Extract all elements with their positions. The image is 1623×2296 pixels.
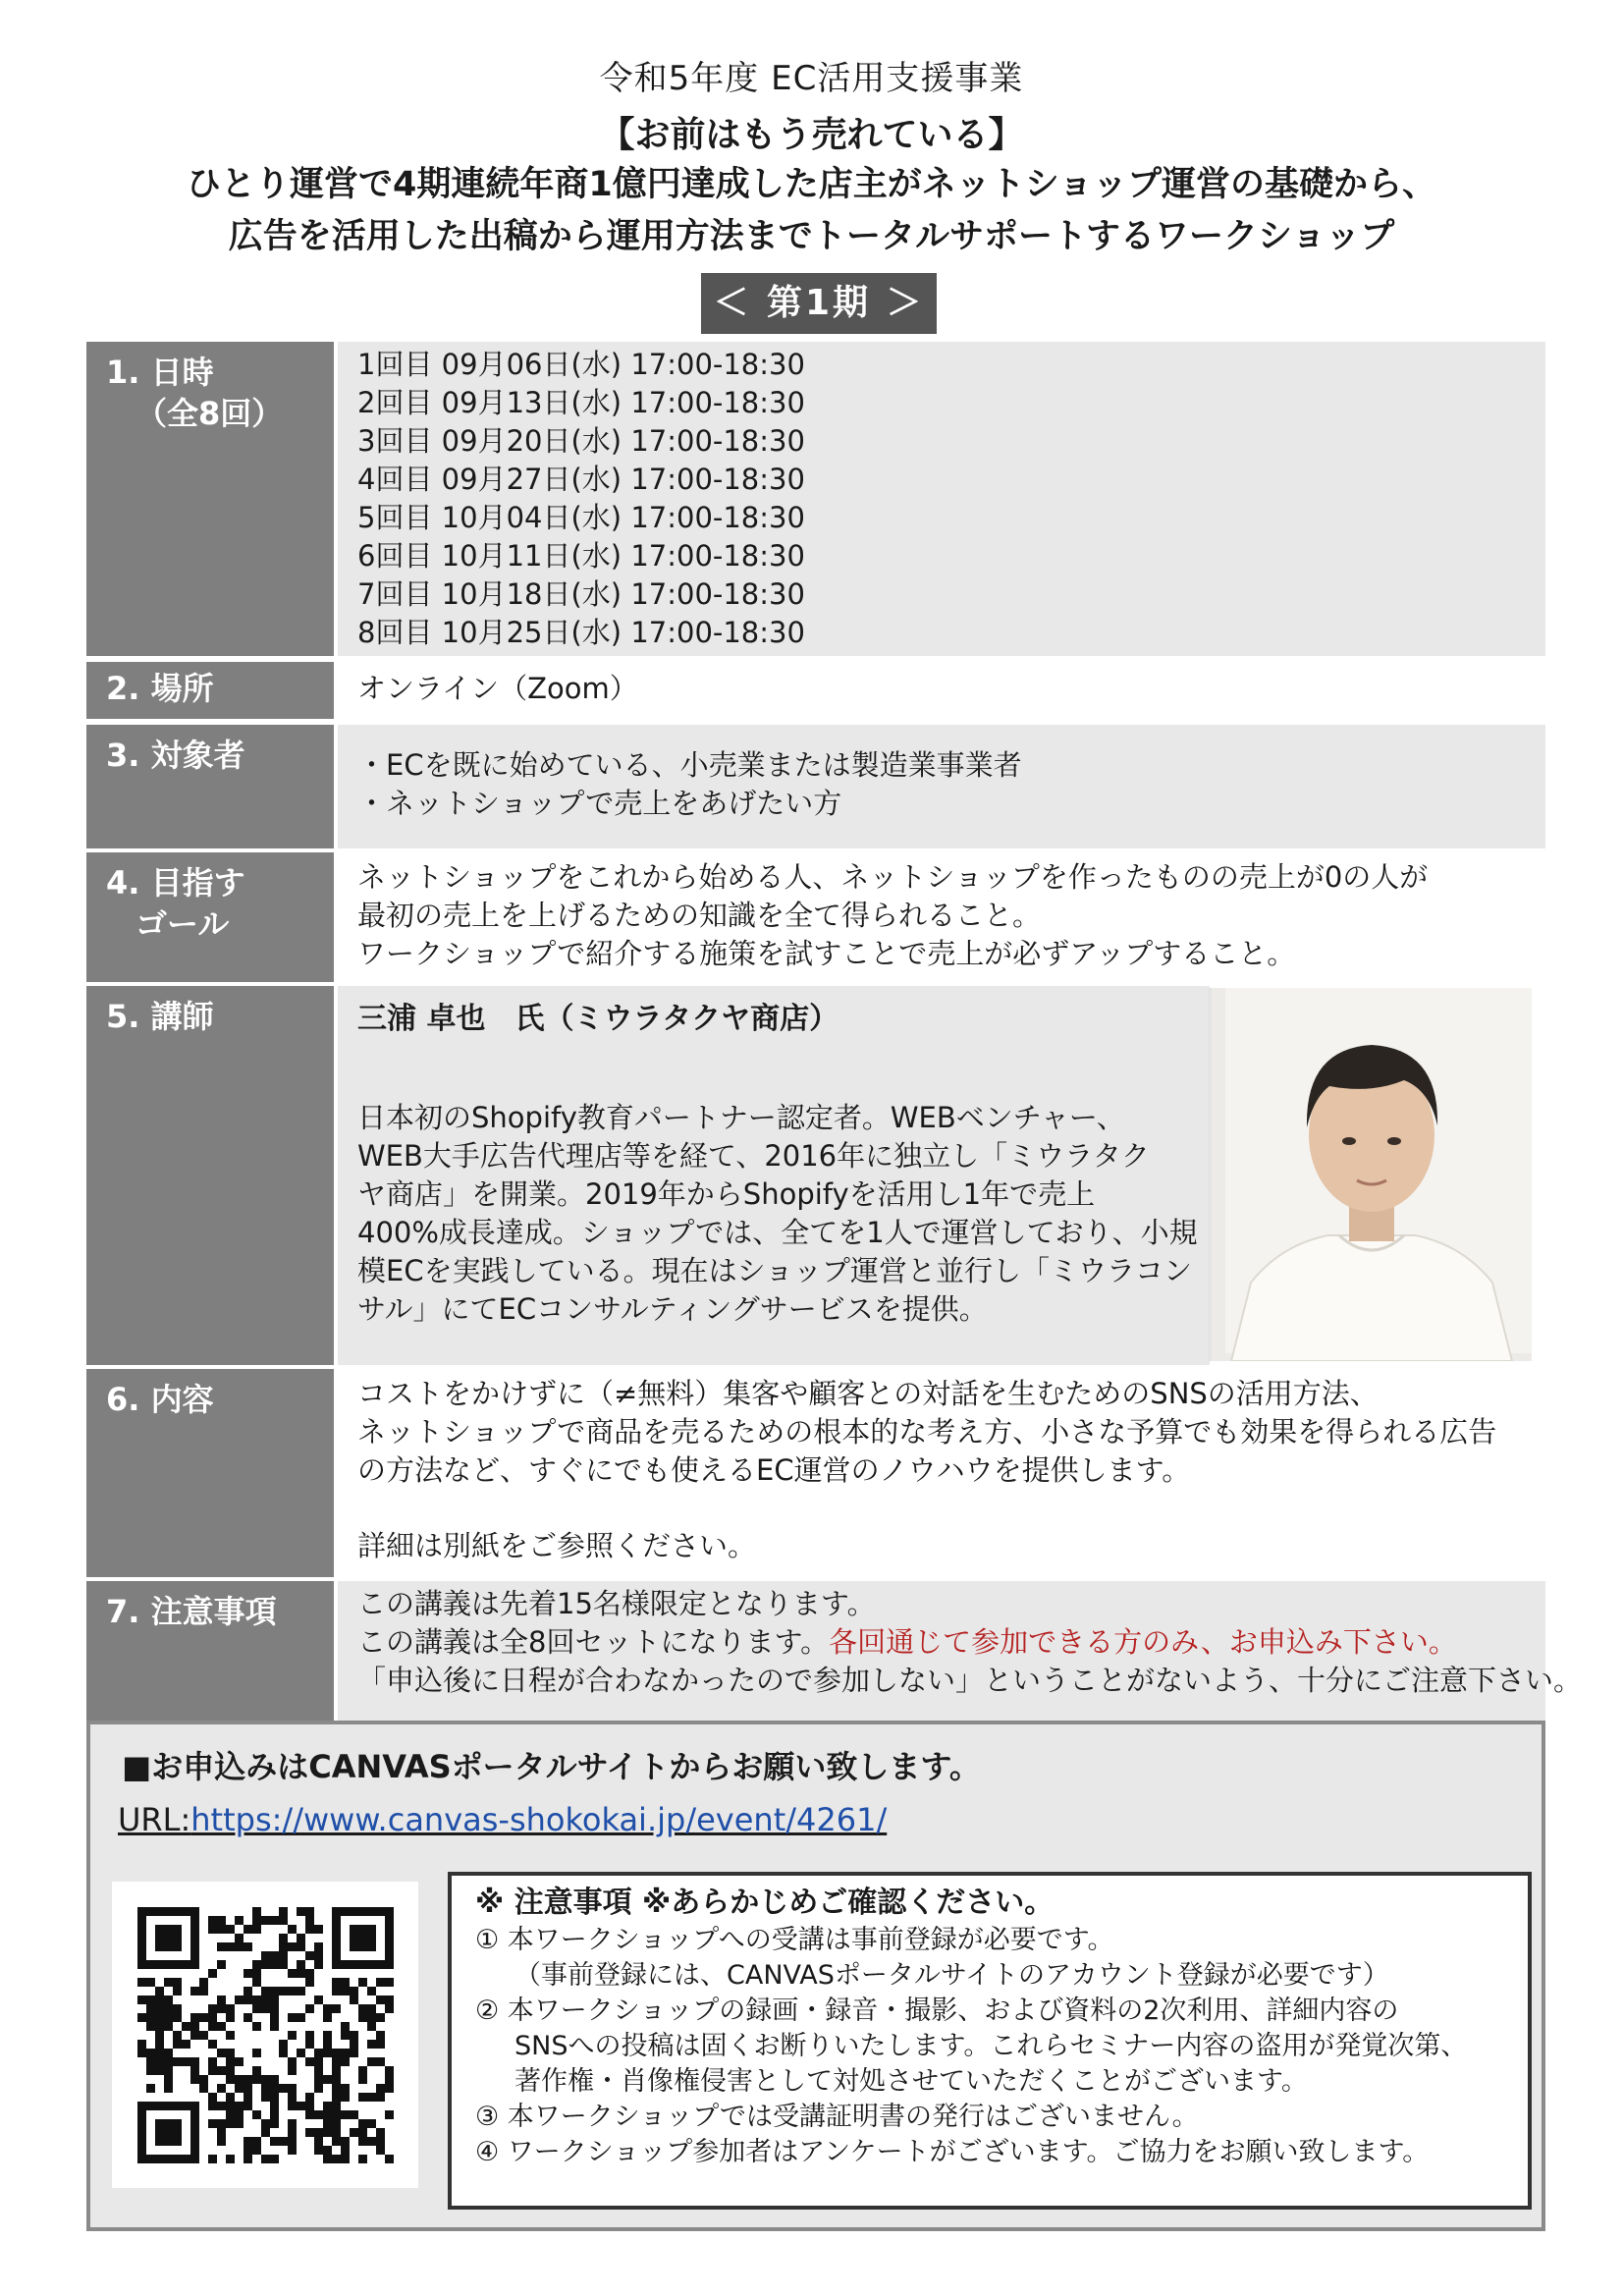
content-text — [338, 1369, 1545, 1577]
instructor-bio-line: WEB大手広告代理店等を経て、2016年に独立し「ミウラタク — [357, 1139, 1150, 1173]
target-label: 3. 対象者 — [86, 725, 334, 848]
application-url — [118, 1797, 887, 1842]
schedule-item: 2回目 09月13日(水) 17:00-18:30 — [357, 386, 805, 419]
schedule-list — [338, 342, 1545, 656]
instructor-bio-line: 日本初のShopify教育パートナー認定者。WEBベンチャー、 — [357, 1101, 1125, 1134]
instructor-name: 三浦 卓也 氏（ミウラタクヤ商店） — [357, 1002, 839, 1036]
notice-line: この講義は先着15名様限定となります。 — [357, 1587, 876, 1620]
notes-item: ④ ワークショップ参加者はアンケートがございます。ご協力をお願い致します。 — [475, 2137, 1430, 2167]
notes-box — [448, 1872, 1532, 2210]
notice-line: 「申込後に日程が合わなかったので参加しない」ということがないよう、十分にご注意下さい。 — [357, 1664, 1583, 1697]
content-row — [86, 1369, 1545, 1577]
notice-line — [357, 1623, 1545, 1662]
schedule-item: 3回目 09月20日(水) 17:00-18:30 — [357, 424, 805, 458]
schedule-label-sub: （全8回） — [135, 395, 284, 432]
goal-label — [86, 852, 334, 982]
schedule-label-text: 1. 日時 — [106, 354, 214, 391]
notice-text — [338, 1581, 1583, 1721]
notes-item: ② 本ワークショップの録画・録音・撮影、および資料の2次利用、詳細内容の — [475, 1995, 1399, 2026]
target-item: ・ECを既に始めている、小売業または製造業事業者 — [357, 748, 1022, 782]
notes-item: ① 本ワークショップへの受講は事前登録が必要です。 — [475, 1925, 1114, 1955]
goal-row — [86, 852, 1545, 982]
content-detail: 詳細は別紙をご参照ください。 — [357, 1529, 757, 1562]
notes-item: SNSへの投稿は固くお断りいたします。これらセミナー内容の盗用が発覚次第、 — [514, 2031, 1468, 2061]
application-title: ■お申込みはCANVASポータルサイトからお願い致します。 — [122, 1748, 981, 1785]
place-value: オンライン（Zoom） — [338, 662, 1545, 719]
notice-label: 7. 注意事項 — [86, 1581, 334, 1721]
place-row — [86, 662, 1545, 719]
schedule-item: 4回目 09月27日(水) 17:00-18:30 — [357, 463, 805, 496]
instructor-bio-line: 400%成長達成。ショップでは、全てを1人で運営しており、小規 — [357, 1216, 1198, 1249]
notes-item: 著作権・肖像権侵害として対処させていただくことがございます。 — [514, 2066, 1308, 2097]
target-item: ・ネットショップで売上をあげたい方 — [357, 787, 842, 820]
goal-label-text: 4. 目指す — [106, 864, 245, 902]
instructor-bio — [357, 1099, 1210, 1329]
schedule-item: 8回目 10月25日(水) 17:00-18:30 — [357, 616, 805, 649]
application-link[interactable]: https://www.canvas-shokokai.jp/event/4261/ — [190, 1801, 888, 1838]
notice-row — [86, 1581, 1583, 1721]
notes-item: （事前登録には、CANVASポータルサイトのアカウント登録が必要です） — [514, 1960, 1389, 1991]
goal-line: 最初の売上を上げるための知識を全て得られること。 — [357, 899, 1042, 932]
schedule-item: 6回目 10月11日(水) 17:00-18:30 — [357, 539, 805, 573]
notice-line-prefix: この講義は全8回セットになります。 — [357, 1625, 830, 1659]
goal-line: ネットショップをこれから始める人、ネットショップを作ったものの売上が0の人が — [357, 860, 1429, 894]
notice-warning: 各回通じて参加できる方のみ、お申込み下さい。 — [829, 1625, 1457, 1659]
instructor-portrait-image — [1212, 988, 1532, 1361]
url-label: URL: — [118, 1801, 191, 1838]
schedule-item: 1回目 09月06日(水) 17:00-18:30 — [357, 348, 805, 381]
document-header — [0, 57, 1623, 263]
instructor-photo — [1208, 988, 1536, 1361]
goal-label-sub: ゴール — [135, 905, 230, 943]
schedule-label — [86, 342, 334, 656]
qr-code[interactable] — [112, 1882, 418, 2188]
target-row — [86, 725, 1545, 848]
content-line: の方法など、すぐにでも使えるEC運営のノウハウを提供します。 — [357, 1453, 1191, 1487]
schedule-row — [86, 342, 1545, 656]
instructor-label: 5. 講師 — [86, 986, 334, 1365]
program-year-title: 令和5年度 EC活用支援事業 — [599, 59, 1024, 98]
content-label: 6. 内容 — [86, 1369, 334, 1577]
goal-line: ワークショップで紹介する施策を試すことで売上が必ずアップすること。 — [357, 937, 1296, 970]
place-label: 2. 場所 — [86, 662, 334, 719]
content-line: ネットショップで商品を売るための根本的な考え方、小さな予算でも効果を得られる広告 — [357, 1415, 1497, 1449]
schedule-item: 7回目 10月18日(水) 17:00-18:30 — [357, 577, 805, 611]
notes-title: ※ 注意事項 ※あらかじめご確認ください。 — [475, 1886, 1055, 1920]
goal-text — [338, 852, 1545, 982]
instructor-bio-line: 模ECを実践している。現在はショップ運営と並行し「ミウラコン — [357, 1254, 1192, 1287]
workshop-title-line-1: ひとり運営で4期連続年商1億円達成した店主がネットショップ運営の基礎から、 — [186, 165, 1436, 204]
notes-item: ③ 本ワークショップでは受講証明書の発行はございません。 — [475, 2102, 1199, 2132]
target-list — [338, 725, 1545, 848]
schedule-item: 5回目 10月04日(水) 17:00-18:30 — [357, 501, 805, 534]
qr-code-icon — [112, 1882, 418, 2188]
instructor-bio-line: サル」にてECコンサルティングサービスを提供。 — [357, 1292, 988, 1326]
workshop-title-line-2: 広告を活用した出稿から運用方法までトータルサポートするワークショップ — [228, 217, 1395, 256]
content-line: コストをかけずに（≠無料）集客や顧客との対話を生むためのSNSの活用方法、 — [357, 1377, 1379, 1410]
instructor-info — [338, 986, 1210, 1365]
instructor-bio-line: ヤ商店」を開業。2019年からShopifyを活用し1年で売上 — [357, 1177, 1096, 1211]
catchphrase: 【お前はもう売れている】 — [599, 115, 1024, 155]
application-box — [86, 1721, 1545, 2231]
period-badge: ＜ 第1期 ＞ — [701, 273, 937, 334]
